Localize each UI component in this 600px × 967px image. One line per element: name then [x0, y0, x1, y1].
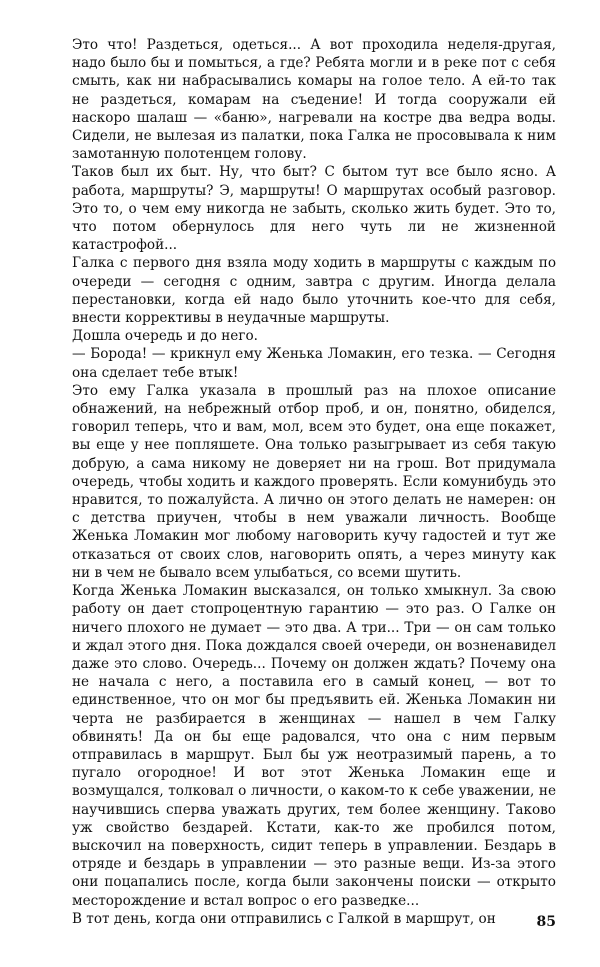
paragraph: Таков был их быт. Ну, что быт? С бытом тут все было ясно. А работа, маршруты? Э, маршруты! О маршрутах особый разговор. Это то, о чем ему никогда не забыть, сколько жить будет. Это то, что потом обернулось для него чуть ли не жизненной катастрофой...: [72, 164, 556, 254]
paragraph: Когда Женька Ломакин высказался, он только хмыкнул. За свою работу он дает стопроцентную гарантию — это раз. О Галке он ничего плохого не думает — это два. А три... Три — он сам только и ждал этого дня. Пока дождался своей очереди, он возненавидел даже это слово. Очередь... Почему он должен ждать? Почему она не начала с него, а поставила его в самый конец, — вот то единственное, что он мог бы предъявить ей. Женька Ломакин ни черта не разбирается в женщинах — нашел в чем Галку обвинять! Да он бы еще радовался, что она с ним первым отправилась в маршрут. Был бы уж неотразимый парень, а то пугало огородное! И вот этот Женька Ломакин еще и возмущался, толковал о личности, о каком-то к себе уважении, не научившись сперва уважать других, тем более женщину. Таково уж свойство бездарей. Кстати, как-то же пробился потом, выскочил на поверхность, сидит теперь в управлении. Бездарь в отряде и бездарь в управлении — это разные вещи. Из-за этого они поцапались после, когда были закончены поиски — открыто месторождение и встал вопрос о его разведке...: [72, 583, 556, 909]
paragraph: В тот день, когда они отправились с Галкой в маршрут, он: [72, 910, 496, 927]
body-text: [72, 36, 556, 928]
page-number: 85: [536, 914, 556, 930]
paragraph: Галка с первого дня взяла моду ходить в маршруты с каждым по очереди — сегодня с одним, завтра с другим. Иногда делала перестановки, когда ей надо было уточнить кое-что для себя, внести коррективы в неудачные маршруты.: [72, 255, 556, 327]
paragraph: Дошла очередь и до него.: [72, 328, 258, 345]
paragraph: Это что! Раздеться, одеться... А вот проходила неделя-другая, надо было бы и помыться, а где? Ребята могли и в реке пот с себя смыть, как ни набрасывались комары на голое тело. А ей-то так не раздеться, комарам на съедение! И тогда сооружали ей наскоро шалаш — «баню», нагревали на костре два ведра воды. Сидели, не вылезая из палатки, пока Галка не просовывала к ним замотанную полотенцем голову.: [72, 37, 556, 163]
paragraph: — Борода! — крикнул ему Женька Ломакин, его тезка. — Сегодня она сделает тебе втык!: [72, 346, 556, 381]
paragraph: Это ему Галка указала в прошлый раз на плохое описание обнажений, на небрежный отбор проб, и он, понятно, обиделся, говорил теперь, что и вам, мол, всем это будет, она еще покажет, вы еще у нее попляшете. Она только разыгрывает из себя такую добрую, а сама никому не доверяет ни на грош. Вот придумала очередь, чтобы ходить и каждого проверять. Если комунибудь это нравится, то пожалуйста. А лично он этого делать не намерен: он с детства приучен, чтобы в нем уважали личность. Вообще Женька Ломакин мог любому наговорить кучу гадостей и тут же отказаться от своих слов, наговорить опять, а через минуту как ни в чем не бывало всем улыбаться, со всеми шутить.: [72, 382, 556, 581]
